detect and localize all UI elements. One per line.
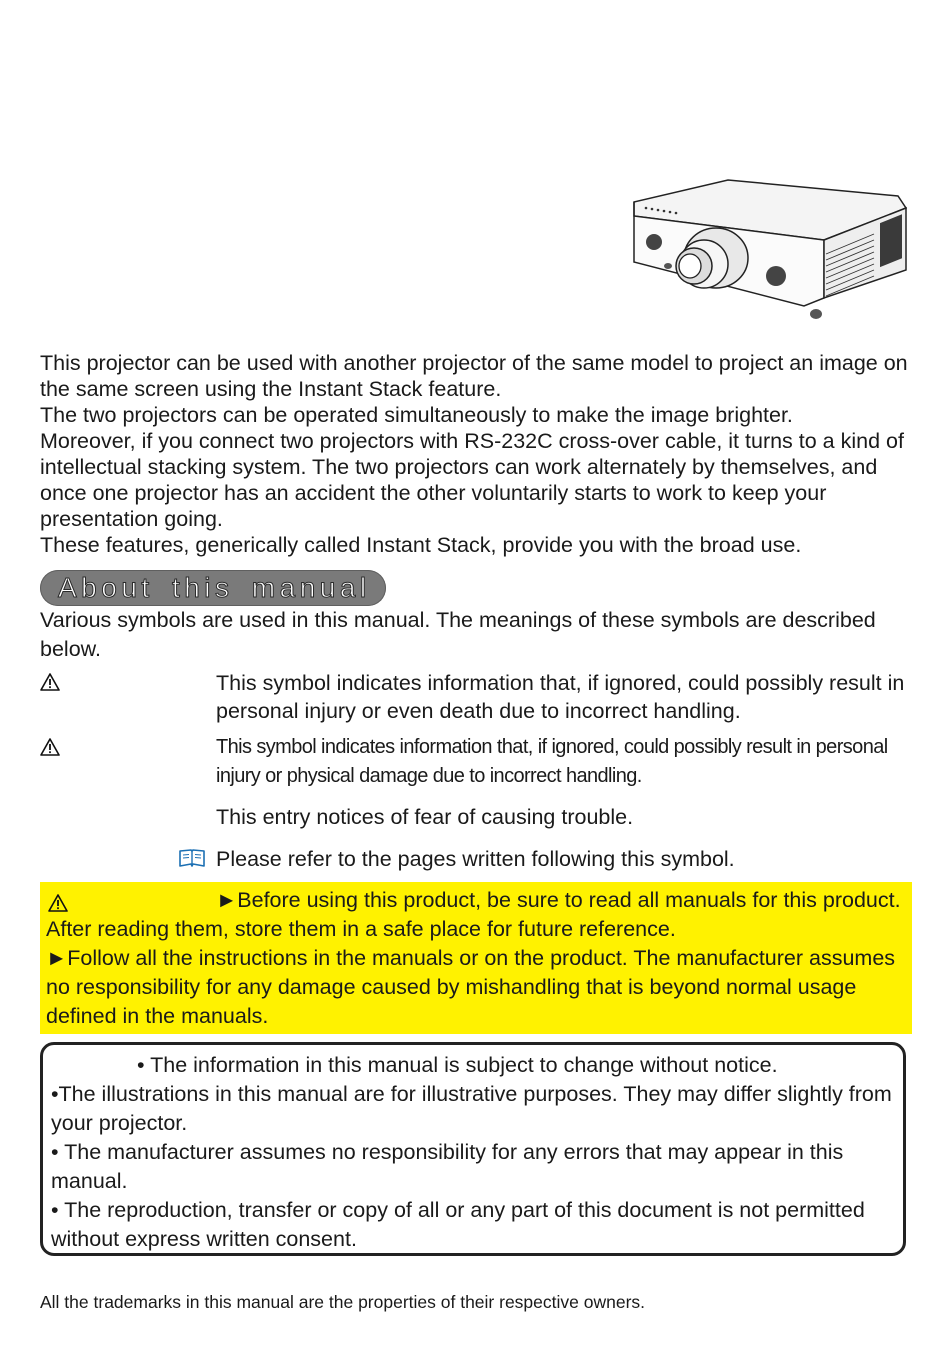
intro-paragraph: The two projectors can be operated simultaneously to make the image brighter. <box>40 403 793 427</box>
intro-paragraph: This projector can be used with another projector of the same model to project an image on the same screen using the Instant Stack feature. <box>40 351 908 401</box>
intro-paragraph: Moreover, if you connect two projectors with RS-232C cross-over cable, it turns to a kind of intellectual stacking system. The two projectors can work alternately by themselves, and once one projector has an accident the other voluntarily starts to work to keep your presentation going. <box>40 429 904 531</box>
symbol-description: This entry notices of fear of causing trouble. <box>216 805 634 829</box>
notice-item: •The illustrations in this manual are for illustrative purposes. They may differ slightly from your projector. <box>51 1082 892 1135</box>
section-heading-text: About this manual <box>58 572 371 603</box>
notice-item: • The manufacturer assumes no responsibility for any errors that may appear in this manual. <box>51 1140 844 1193</box>
symbol-description: This symbol indicates information that, if ignored, could possibly result in personal injury or physical damage due to incorrect handling. <box>216 736 888 787</box>
warning-text: ►Follow all the instructions in the manuals or on the product. The manufacturer assumes no responsibility for any damage caused by mishandling that is beyond normal usage defined in the manuals. <box>46 946 896 1028</box>
warning-triangle-icon <box>40 738 60 756</box>
notice-item: • The reproduction, transfer or copy of all or any part of this document is not permitted without express written consent. <box>51 1198 865 1251</box>
symbol-description: This symbol indicates information that, if ignored, could possibly result in personal injury or even death due to incorrect handling. <box>216 671 905 723</box>
trademark-notice: All the trademarks in this manual are the properties of their respective owners. <box>40 1292 646 1312</box>
notice-box <box>40 1042 906 1256</box>
intro-section <box>40 350 920 558</box>
symbols-intro: Various symbols are used in this manual. The meanings of these symbols are described below. <box>40 608 876 661</box>
warning-text: ►Before using this product, be sure to read all manuals for this product. After reading them, store them in a safe place for future reference. <box>46 888 901 941</box>
intro-paragraph: These features, generically called Instant Stack, provide you with the broad use. <box>40 533 802 557</box>
projector-illustration <box>628 166 910 326</box>
warning-box <box>40 882 912 1034</box>
symbol-description: Please refer to the pages written following this symbol. <box>216 847 735 871</box>
section-heading <box>40 570 386 606</box>
notice-item: • The information in this manual is subject to change without notice. <box>137 1053 778 1077</box>
book-icon <box>178 848 206 868</box>
warning-triangle-icon <box>40 673 60 691</box>
